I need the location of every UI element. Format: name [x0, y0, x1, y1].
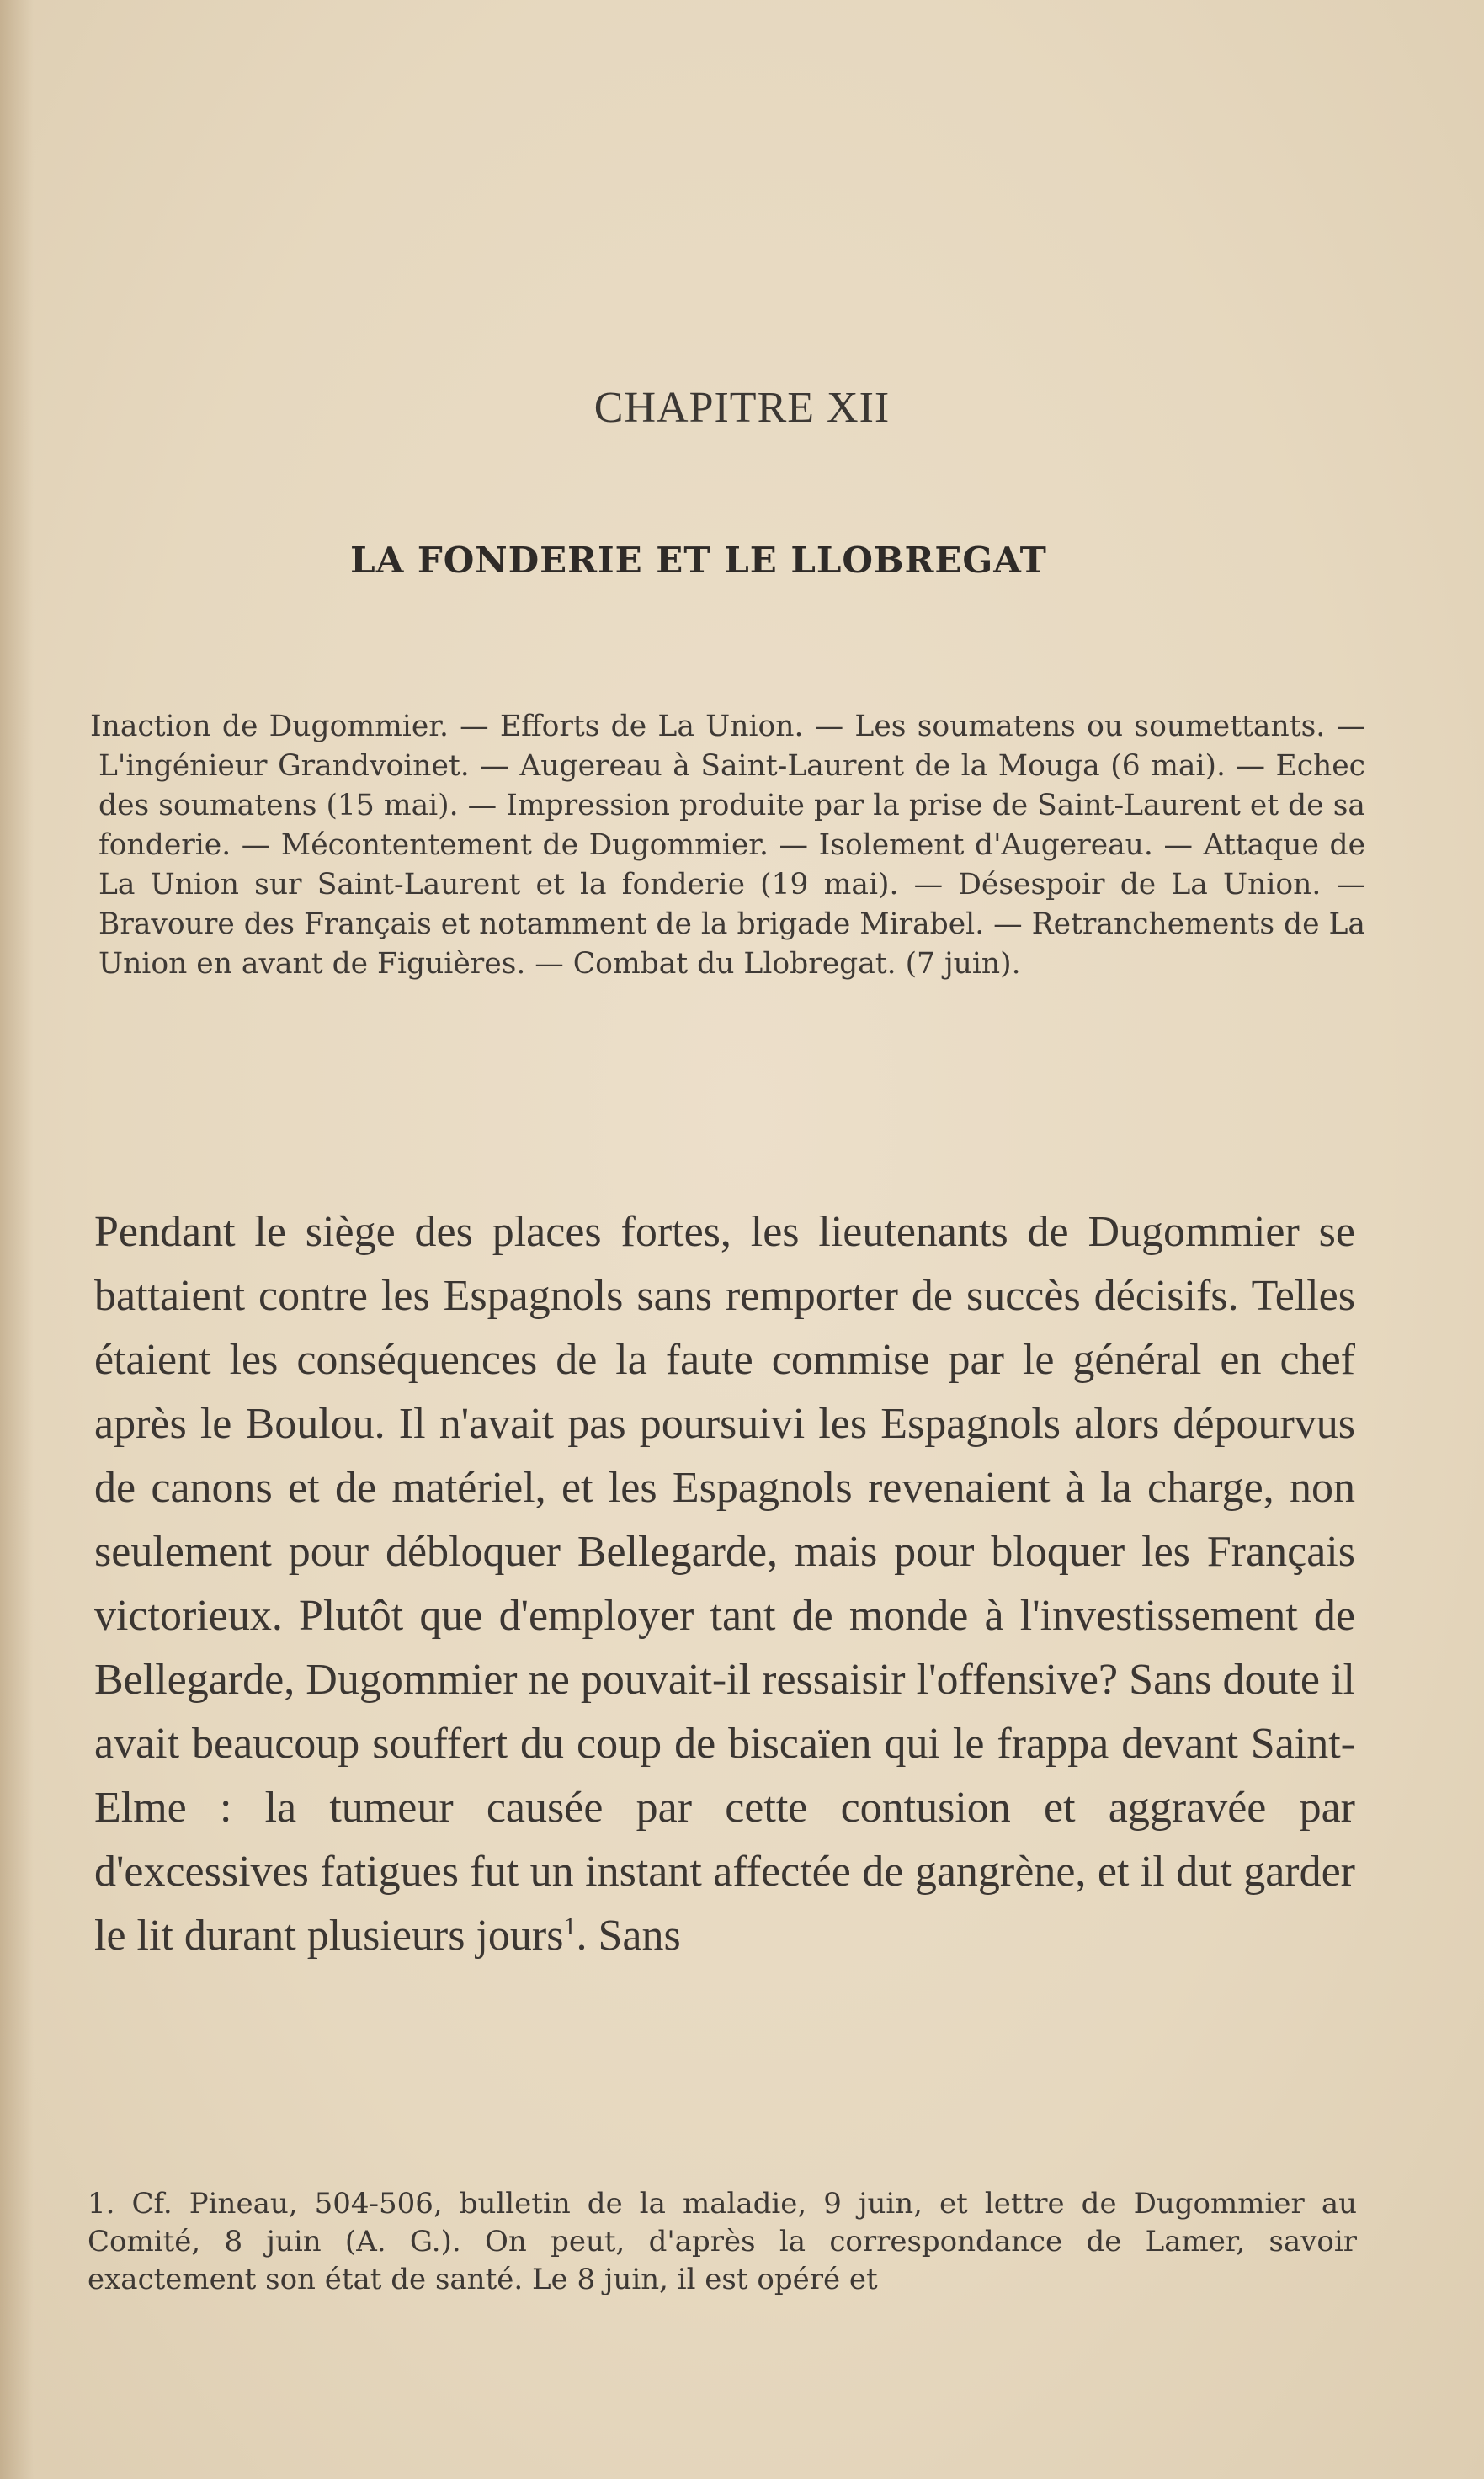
- page-gutter-shadow: [0, 0, 34, 2479]
- body-text: [94, 1200, 1355, 1968]
- footnote-reference[interactable]: 1: [563, 1912, 577, 1940]
- chapter-number: CHAPITRE XII: [593, 384, 891, 432]
- footnote-text: Cf. Pineau, 504-506, bulletin de la maladie, 9 juin, et lettre de Dugommier au Comité, 8 juin (A. G.). On peut, d'après la correspondance de Lamer, savoir exactement son état de santé. Le 8 juin, il est opéré et: [88, 2187, 1357, 2296]
- footnote-marker: 1.: [88, 2187, 115, 2221]
- chapter-summary: Inaction de Dugommier. — Efforts de La Union. — Les soumatens ou soumettants. — L'ingénieur Grandvoinet. — Augereau à Saint-Laurent de la Mouga (6 mai). — Echec des soumatens (15 mai). — Impression produite par la prise de Saint-Laurent et de sa fonderie. — Mécontentement de Dugommier. — Isolement d'Augereau. — Attaque de La Union sur Saint-Laurent et la fonderie (19 mai). — Désespoir de La Union. — Bravoure des Français et notamment de la brigade Mirabel. — Retranchements de La Union en avant de Figuières. — Combat du Llobregat. (7 juin).: [90, 710, 1365, 981]
- body-paragraph: [94, 1200, 1355, 1968]
- body-paragraph-continuation: . Sans: [576, 1912, 681, 1960]
- chapter-title: LA FONDERIE ET LE LLOBREGAT: [350, 540, 1047, 581]
- body-paragraph-text: Pendant le siège des places fortes, les lieutenants de Dugommier se battaient contre les Espagnols sans remporter de succès décisifs. Telles étaient les conséquences de la faute commise par le général en chef après le Boulou. Il n'avait pas poursuivi les Espagnols alors dépourvus de canons et de matériel, et les Espagnols revenaient à la charge, non seulement pour débloquer Bellegarde, mais pour bloquer les Français victorieux. Plutôt que d'employer tant de monde à l'investissement de Bellegarde, Dugommier ne pouvait-il ressaisir l'offensive? Sans doute il avait beaucoup souffert du coup de biscaïen qui le frappa devant Saint-Elme : la tumeur causée par cette contusion et aggravée par d'excessives fatigues fut un instant affectée de gangrène, et il dut garder le lit durant plusieurs jours: [94, 1208, 1355, 1960]
- footnotes: [88, 2185, 1357, 2299]
